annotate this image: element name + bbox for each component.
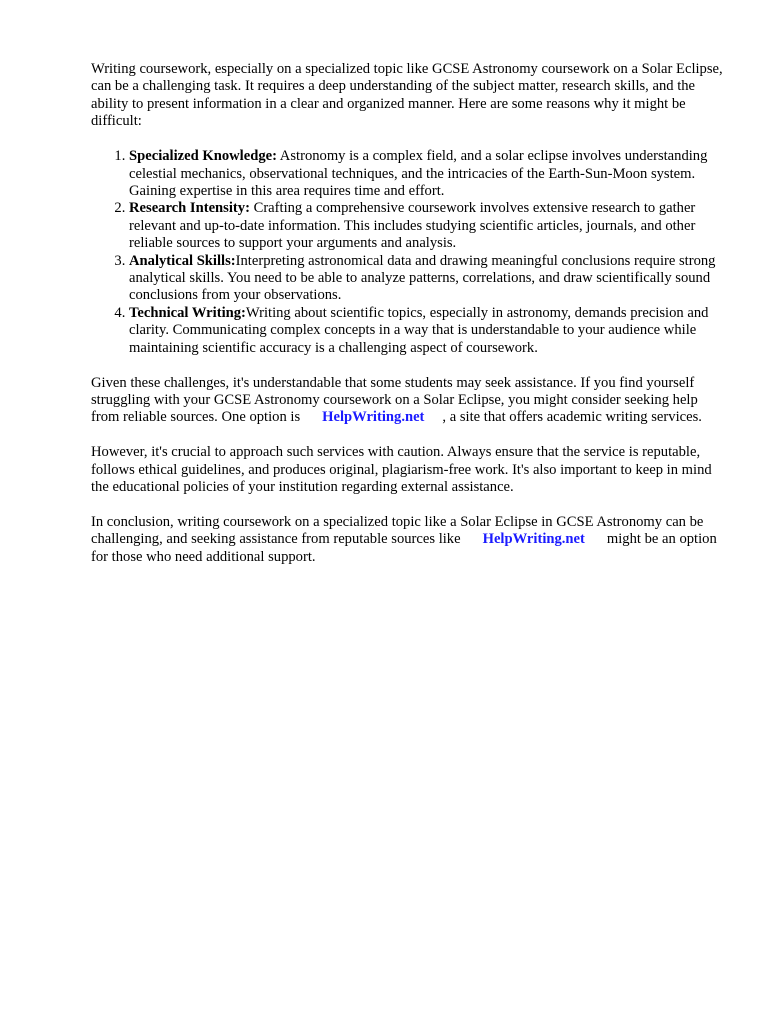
helpwriting-link[interactable]: HelpWriting.net (322, 409, 425, 426)
list-item (129, 253, 723, 305)
reason-term: Analytical Skills: (129, 252, 236, 269)
assistance-paragraph (91, 375, 723, 427)
reason-text: Writing about scientific topics, especially in astronomy, demands precision and clarity. Communicating complex concepts in a way that is understandable to your audience while maintaining scientific accuracy is a challenging aspect of coursework. (129, 304, 709, 356)
list-item (129, 305, 723, 357)
reason-term: Research Intensity: (129, 200, 250, 217)
reason-text: Crafting a comprehensive coursework involves extensive research to gather relevant and up-to-date information. This includes studying scientific articles, journals, and other reliable sources to support your arguments and analysis. (129, 200, 696, 252)
conclusion-paragraph (91, 514, 723, 566)
list-item (129, 148, 723, 200)
reason-text: Astronomy is a complex field, and a solar eclipse involves understanding celestial mechanics, observational techniques, and the intricacies of the Earth-Sun-Moon system. Gaining expertise in this area requires time and effort. (129, 148, 708, 199)
caution-paragraph: However, it's crucial to approach such services with caution. Always ensure that the service is reputable, follows ethical guidelines, and produces original, plagiarism-free work. It's also important to keep in mind the educational policies of your institution regarding external assistance. (91, 444, 712, 496)
intro-paragraph: Writing coursework, especially on a specialized topic like GCSE Astronomy coursework on a Solar Eclipse, can be a challenging task. It requires a deep understanding of the subject matter, research skills, and the ability to present information in a clear and organized manner. Here are some reasons why it might be difficult: (91, 61, 723, 130)
reason-term: Technical Writing: (129, 304, 246, 321)
document-page (91, 61, 723, 584)
assistance-text-end: , a site that offers academic writing services. (442, 409, 702, 426)
reasons-list (91, 148, 723, 357)
reason-text: Interpreting astronomical data and drawing meaningful conclusions require strong analytical skills. You need to be able to analyze patterns, correlations, and draw scientifically sound conclusions from your observations. (129, 252, 716, 304)
assistance-text: Given these challenges, it's understandable that some students may seek assistance. If you find yourself struggling with your GCSE Astronomy coursework on a Solar Eclipse, you might consider seeking help from reliable sources. One option is (91, 374, 698, 426)
conclusion-text-end: might be an option for those who need additional support. (91, 531, 717, 565)
list-item (129, 200, 723, 252)
reason-term: Specialized Knowledge: (129, 148, 277, 165)
conclusion-text: In conclusion, writing coursework on a specialized topic like a Solar Eclipse in GCSE Astronomy can be challenging, and seeking assistance from reputable sources like (91, 513, 704, 548)
helpwriting-link-conclusion[interactable]: HelpWriting.net (482, 531, 585, 548)
